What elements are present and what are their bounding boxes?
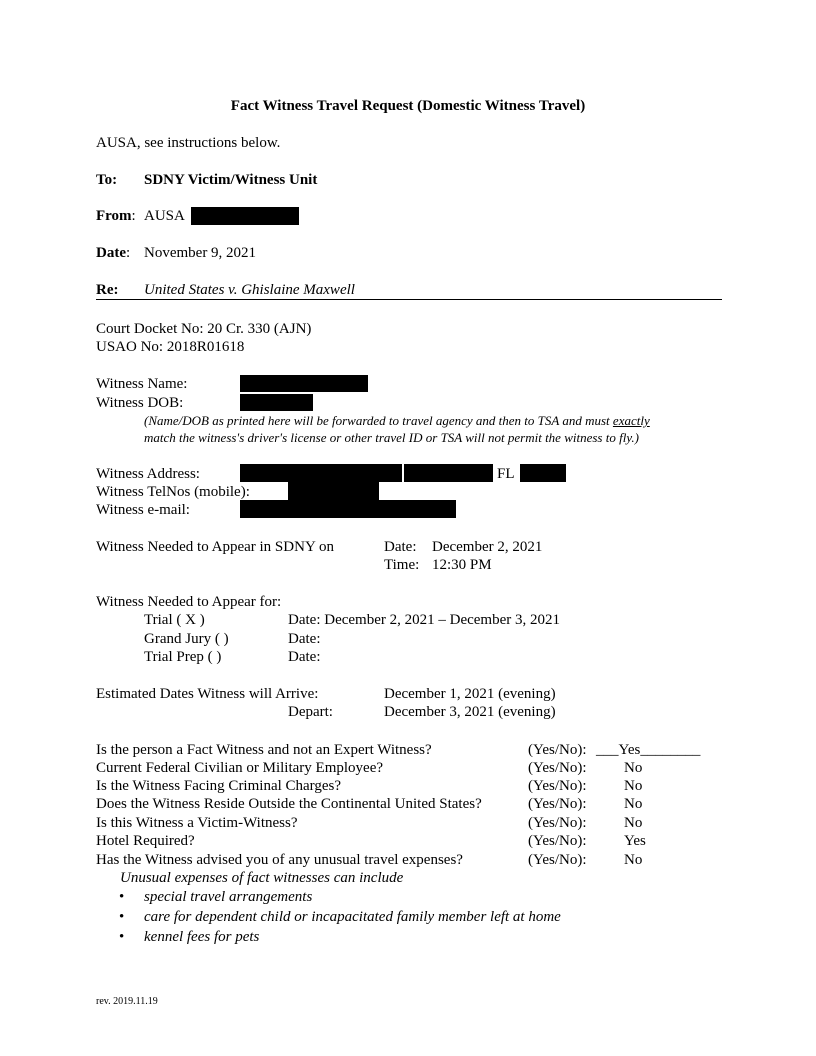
estimated-arrive-label: Estimated Dates Witness will Arrive:	[96, 686, 319, 702]
question-row: Has the Witness advised you of any unusual travel expenses?	[96, 852, 463, 868]
estimated-arrive-value: December 1, 2021 (evening)	[384, 686, 556, 702]
address-state: FL	[497, 466, 515, 482]
witness-name-label: Witness Name:	[96, 376, 188, 392]
witness-dob-label: Witness DOB:	[96, 395, 184, 411]
court-docket: Court Docket No: 20 Cr. 330 (AJN)	[96, 321, 312, 337]
question-row: Hotel Required?	[96, 833, 195, 849]
question-answer: No	[624, 796, 643, 812]
estimated-depart-label: Depart:	[288, 704, 333, 720]
to-label: To:	[96, 172, 118, 188]
question-yn: (Yes/No):	[528, 815, 587, 831]
bullet-icon: •	[119, 889, 125, 905]
to-value: SDNY Victim/Witness Unit	[144, 172, 318, 188]
date-colon: :	[126, 245, 131, 261]
question-answer: No	[624, 852, 643, 868]
trial-prep-date: Date:	[288, 649, 321, 665]
grand-jury-option: Grand Jury ( )	[144, 631, 229, 647]
name-dob-note-line2: match the witness's driver's license or other travel ID or TSA will not permit the witness to fly.)	[144, 430, 639, 445]
grand-jury-date: Date:	[288, 631, 321, 647]
intro-text: AUSA, see instructions below.	[96, 135, 281, 151]
trial-date: Date: December 2, 2021 – December 3, 2021	[288, 612, 560, 628]
revision-footer: rev. 2019.11.19	[96, 996, 158, 1007]
redaction-ausa-name	[191, 207, 299, 225]
from-label: From	[96, 208, 132, 224]
question-answer: ___Yes________	[596, 742, 701, 758]
from-row	[96, 207, 136, 225]
question-row: Is the person a Fact Witness and not an Expert Witness?	[96, 742, 432, 758]
question-row: Is this Witness a Victim-Witness?	[96, 815, 298, 831]
question-answer: No	[624, 778, 643, 794]
question-yn: (Yes/No):	[528, 833, 587, 849]
appear-sdny-label: Witness Needed to Appear in SDNY on	[96, 539, 334, 555]
unusual-item: special travel arrangements	[144, 889, 313, 905]
redaction-witness-name	[240, 375, 368, 392]
note-exactly: exactly	[612, 413, 650, 428]
unusual-item: care for dependent child or incapacitated family member left at home	[144, 909, 561, 925]
redaction-witness-tel	[288, 482, 379, 500]
appear-time-label: Time:	[384, 557, 420, 573]
question-answer: Yes	[624, 833, 646, 849]
appear-date-value: December 2, 2021	[432, 539, 543, 555]
bullet-icon: •	[119, 929, 125, 945]
usao-number: USAO No: 2018R01618	[96, 339, 245, 355]
name-dob-note-line1	[144, 412, 650, 429]
question-yn: (Yes/No):	[528, 742, 587, 758]
question-row: Current Federal Civilian or Military Employee?	[96, 760, 384, 776]
witness-address-label: Witness Address:	[96, 466, 200, 482]
note-text: (Name/DOB as printed here will be forwarded to travel agency and then to TSA and must	[144, 413, 613, 428]
question-yn: (Yes/No):	[528, 852, 587, 868]
witness-email-label: Witness e-mail:	[96, 502, 190, 518]
re-value: United States v. Ghislaine Maxwell	[144, 282, 355, 298]
date-value: November 9, 2021	[144, 245, 257, 261]
question-answer: No	[624, 760, 643, 776]
trial-prep-option: Trial Prep ( )	[144, 649, 222, 665]
document-title: Fact Witness Travel Request (Domestic Witness Travel)	[230, 98, 586, 114]
redaction-address-city	[404, 464, 493, 482]
appear-for-label: Witness Needed to Appear for:	[96, 594, 282, 610]
header-rule	[96, 299, 722, 300]
bullet-icon: •	[119, 909, 125, 925]
date-row	[96, 244, 130, 262]
redaction-witness-email	[240, 500, 456, 518]
from-value: AUSA	[144, 208, 185, 224]
question-answer: No	[624, 815, 643, 831]
unusual-item: kennel fees for pets	[144, 929, 260, 945]
redaction-witness-dob	[240, 394, 313, 411]
question-row: Is the Witness Facing Criminal Charges?	[96, 778, 342, 794]
re-label: Re:	[96, 282, 119, 298]
appear-date-label: Date:	[384, 539, 417, 555]
question-yn: (Yes/No):	[528, 796, 587, 812]
trial-option: Trial ( X )	[144, 612, 205, 628]
unusual-expenses-heading: Unusual expenses of fact witnesses can include	[120, 870, 404, 886]
date-label: Date	[96, 245, 126, 261]
appear-time-value: 12:30 PM	[432, 557, 492, 573]
estimated-depart-value: December 3, 2021 (evening)	[384, 704, 556, 720]
witness-tel-label: Witness TelNos (mobile):	[96, 484, 250, 500]
redaction-address-zip	[520, 464, 566, 482]
question-yn: (Yes/No):	[528, 760, 587, 776]
redaction-address-street	[240, 464, 402, 482]
from-colon: :	[131, 208, 136, 224]
question-yn: (Yes/No):	[528, 778, 587, 794]
question-row: Does the Witness Reside Outside the Continental United States?	[96, 796, 482, 812]
